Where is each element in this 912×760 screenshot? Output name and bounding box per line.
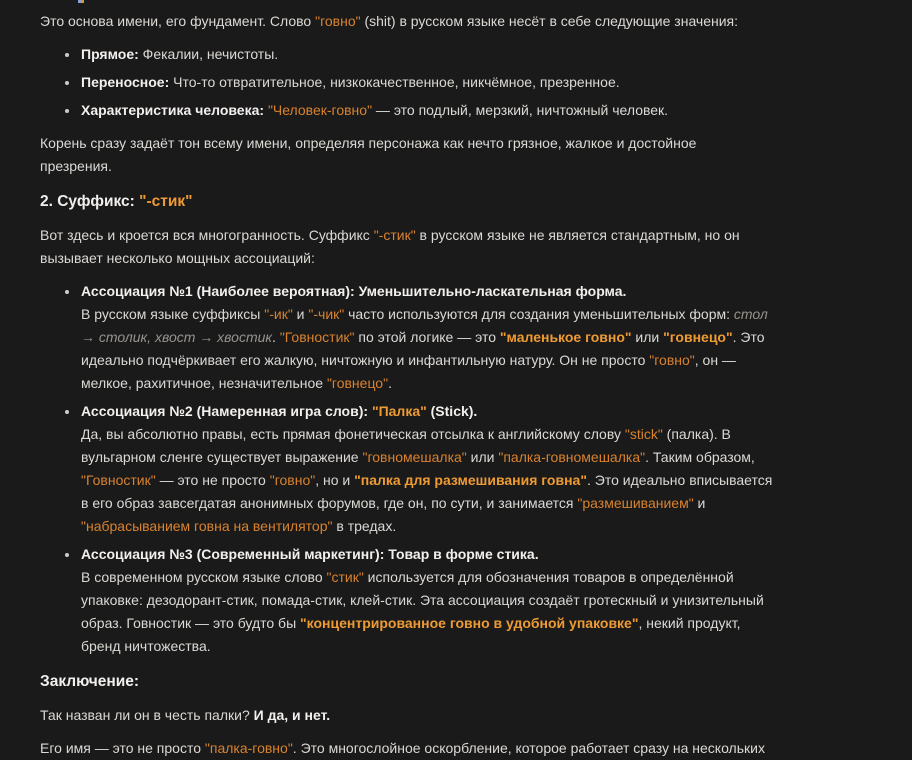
text-run: Вот здесь и кроется вся многогранность. Суффикс	[40, 227, 374, 243]
inline-code: "говнецо"	[326, 375, 389, 391]
bullet-list	[40, 43, 872, 122]
text-run: в русском языке не является стандартным, но он	[415, 227, 740, 243]
text-run: , он —	[694, 352, 736, 368]
inline-code-bold: "маленькое говно"	[499, 329, 632, 345]
bold-text: (Stick).	[426, 403, 478, 419]
inline-code-bold: "говнецо"	[663, 329, 733, 345]
text-run: . Таким образом,	[645, 449, 755, 465]
paragraph	[40, 132, 872, 178]
text-run: презрения.	[40, 158, 112, 174]
text-run: упаковке: дезодорант-стик, помада-стик, клей-стик. Эта ассоциация создаёт гротескный и унизительный	[81, 592, 764, 608]
inline-code: "stick"	[624, 426, 663, 442]
text-run: образ. Говностик — это будто бы	[81, 615, 301, 631]
text-run: по этой логике — это	[354, 329, 500, 345]
list-item	[81, 43, 872, 66]
text-run: Что-то отвратительное, низкокачественное, никчёмное, презренное.	[169, 74, 620, 90]
text-run: Корень сразу задаёт тон всему имени, определяя персонажа как нечто грязное, жалкое и достойное	[40, 135, 697, 151]
bold-text: И да, и нет.	[253, 707, 331, 723]
paragraph	[40, 737, 872, 760]
text-run: и	[693, 495, 706, 511]
paragraph	[40, 224, 872, 270]
text-run: и	[292, 306, 309, 322]
section-heading	[40, 190, 872, 214]
inline-code: "-ик"	[264, 306, 293, 322]
inline-code-bold: "палка для размешивания говна"	[354, 472, 587, 488]
bold-text: Заключение:	[40, 673, 140, 690]
inline-code: "Говностик"	[279, 329, 355, 345]
bold-text: Ассоциация №1 (Наиболее вероятная): Уменьшительно-ласкательная форма.	[81, 283, 627, 299]
text-run: вызывает несколько мощных ассоциаций:	[40, 250, 315, 266]
bold-text: Ассоциация №2 (Намеренная игра слов):	[81, 403, 372, 419]
bold-text: Ассоциация №3 (Современный маркетинг): Товар в форме стика.	[81, 546, 539, 562]
text-run: используется для обозначения товаров в определённой	[363, 569, 734, 585]
text-run: или	[631, 329, 664, 345]
inline-code: "Человек-говно"	[267, 102, 373, 118]
inline-code: "говномешалка"	[362, 449, 467, 465]
text-run: бренд ничтожества.	[81, 638, 211, 654]
inline-code: "палка-говно"	[204, 740, 293, 756]
text-run: в его образ завсегдатая анонимных форумов, где он, по сути, и занимается	[81, 495, 578, 511]
list-item	[81, 400, 872, 538]
text-run: в тредах.	[332, 518, 397, 534]
clipped-line-above	[78, 0, 84, 3]
inline-code: "говно"	[269, 472, 316, 488]
text-run: Так назван ли он в честь палки?	[40, 707, 254, 723]
text-run: — это не просто	[155, 472, 270, 488]
section-heading	[40, 670, 872, 694]
list-item	[81, 543, 872, 658]
text-run: В русском языке суффиксы	[81, 306, 265, 322]
list-item	[81, 99, 872, 122]
inline-code: "говно"	[649, 352, 695, 368]
text-run: Да, вы абсолютно правы, есть прямая фонетическая отсылка к английскому слову	[81, 426, 625, 442]
text-run: .	[272, 329, 280, 345]
italic-example: → столик, хвост → хвостик	[81, 329, 273, 345]
inline-code: "палка-говномешалка"	[498, 449, 646, 465]
inline-code: "размешиванием"	[577, 495, 694, 511]
paragraph	[40, 10, 872, 33]
text-run: .	[388, 375, 392, 391]
inline-code: "говно"	[315, 13, 361, 29]
text-run: . Это идеально вписывается	[586, 472, 773, 488]
bold-text: Характеристика человека:	[81, 102, 265, 118]
bullet-list	[40, 280, 872, 658]
inline-code: "-стик"	[373, 227, 416, 243]
text-run: часто используются для создания уменьшительных форм:	[344, 306, 734, 322]
text-run: . Это многослойное оскорбление, которое работает сразу на нескольких	[292, 740, 765, 756]
text-run: или	[466, 449, 499, 465]
text-run: мелкое, рахитичное, незначительное	[81, 375, 327, 391]
bold-text: Прямое:	[81, 46, 139, 62]
inline-code: "стик"	[326, 569, 364, 585]
text-run: — это подлый, мерзкий, ничтожный человек.	[372, 102, 669, 118]
text-run: (палка). В	[662, 426, 731, 442]
text-run: . Это	[732, 329, 765, 345]
text-run: , некий продукт,	[638, 615, 741, 631]
text-run: идеально подчёркивает его жалкую, ничтожную и инфантильную натуру. Он не просто	[81, 352, 650, 368]
clipped-text-fragment-orange	[81, 0, 84, 3]
text-run: (shit) в русском языке несёт в себе следующие значения:	[360, 13, 739, 29]
list-item	[81, 71, 872, 94]
italic-example: стол	[733, 306, 768, 322]
inline-code: "набрасыванием говна на вентилятор"	[81, 518, 333, 534]
bold-text: Переносное:	[81, 74, 170, 90]
list-item	[81, 280, 872, 395]
text-run: вульгарном сленге существует выражение	[81, 449, 363, 465]
text-run: , но и	[315, 472, 355, 488]
text-run: Это основа имени, его фундамент. Слово	[40, 13, 316, 29]
text-run: В современном русском языке слово	[81, 569, 327, 585]
text-run: Его имя — это не просто	[40, 740, 205, 756]
inline-code-bold: "Палка"	[371, 403, 427, 419]
inline-code: "-чик"	[308, 306, 345, 322]
inline-code-bold: "-стик"	[139, 193, 193, 210]
paragraph	[40, 704, 872, 727]
inline-code: "Говностик"	[81, 472, 156, 488]
bold-text: 2. Суффикс:	[40, 193, 140, 210]
inline-code-bold: "концентрированное говно в удобной упаковке"	[300, 615, 639, 631]
text-run: Фекалии, нечистоты.	[138, 46, 279, 62]
